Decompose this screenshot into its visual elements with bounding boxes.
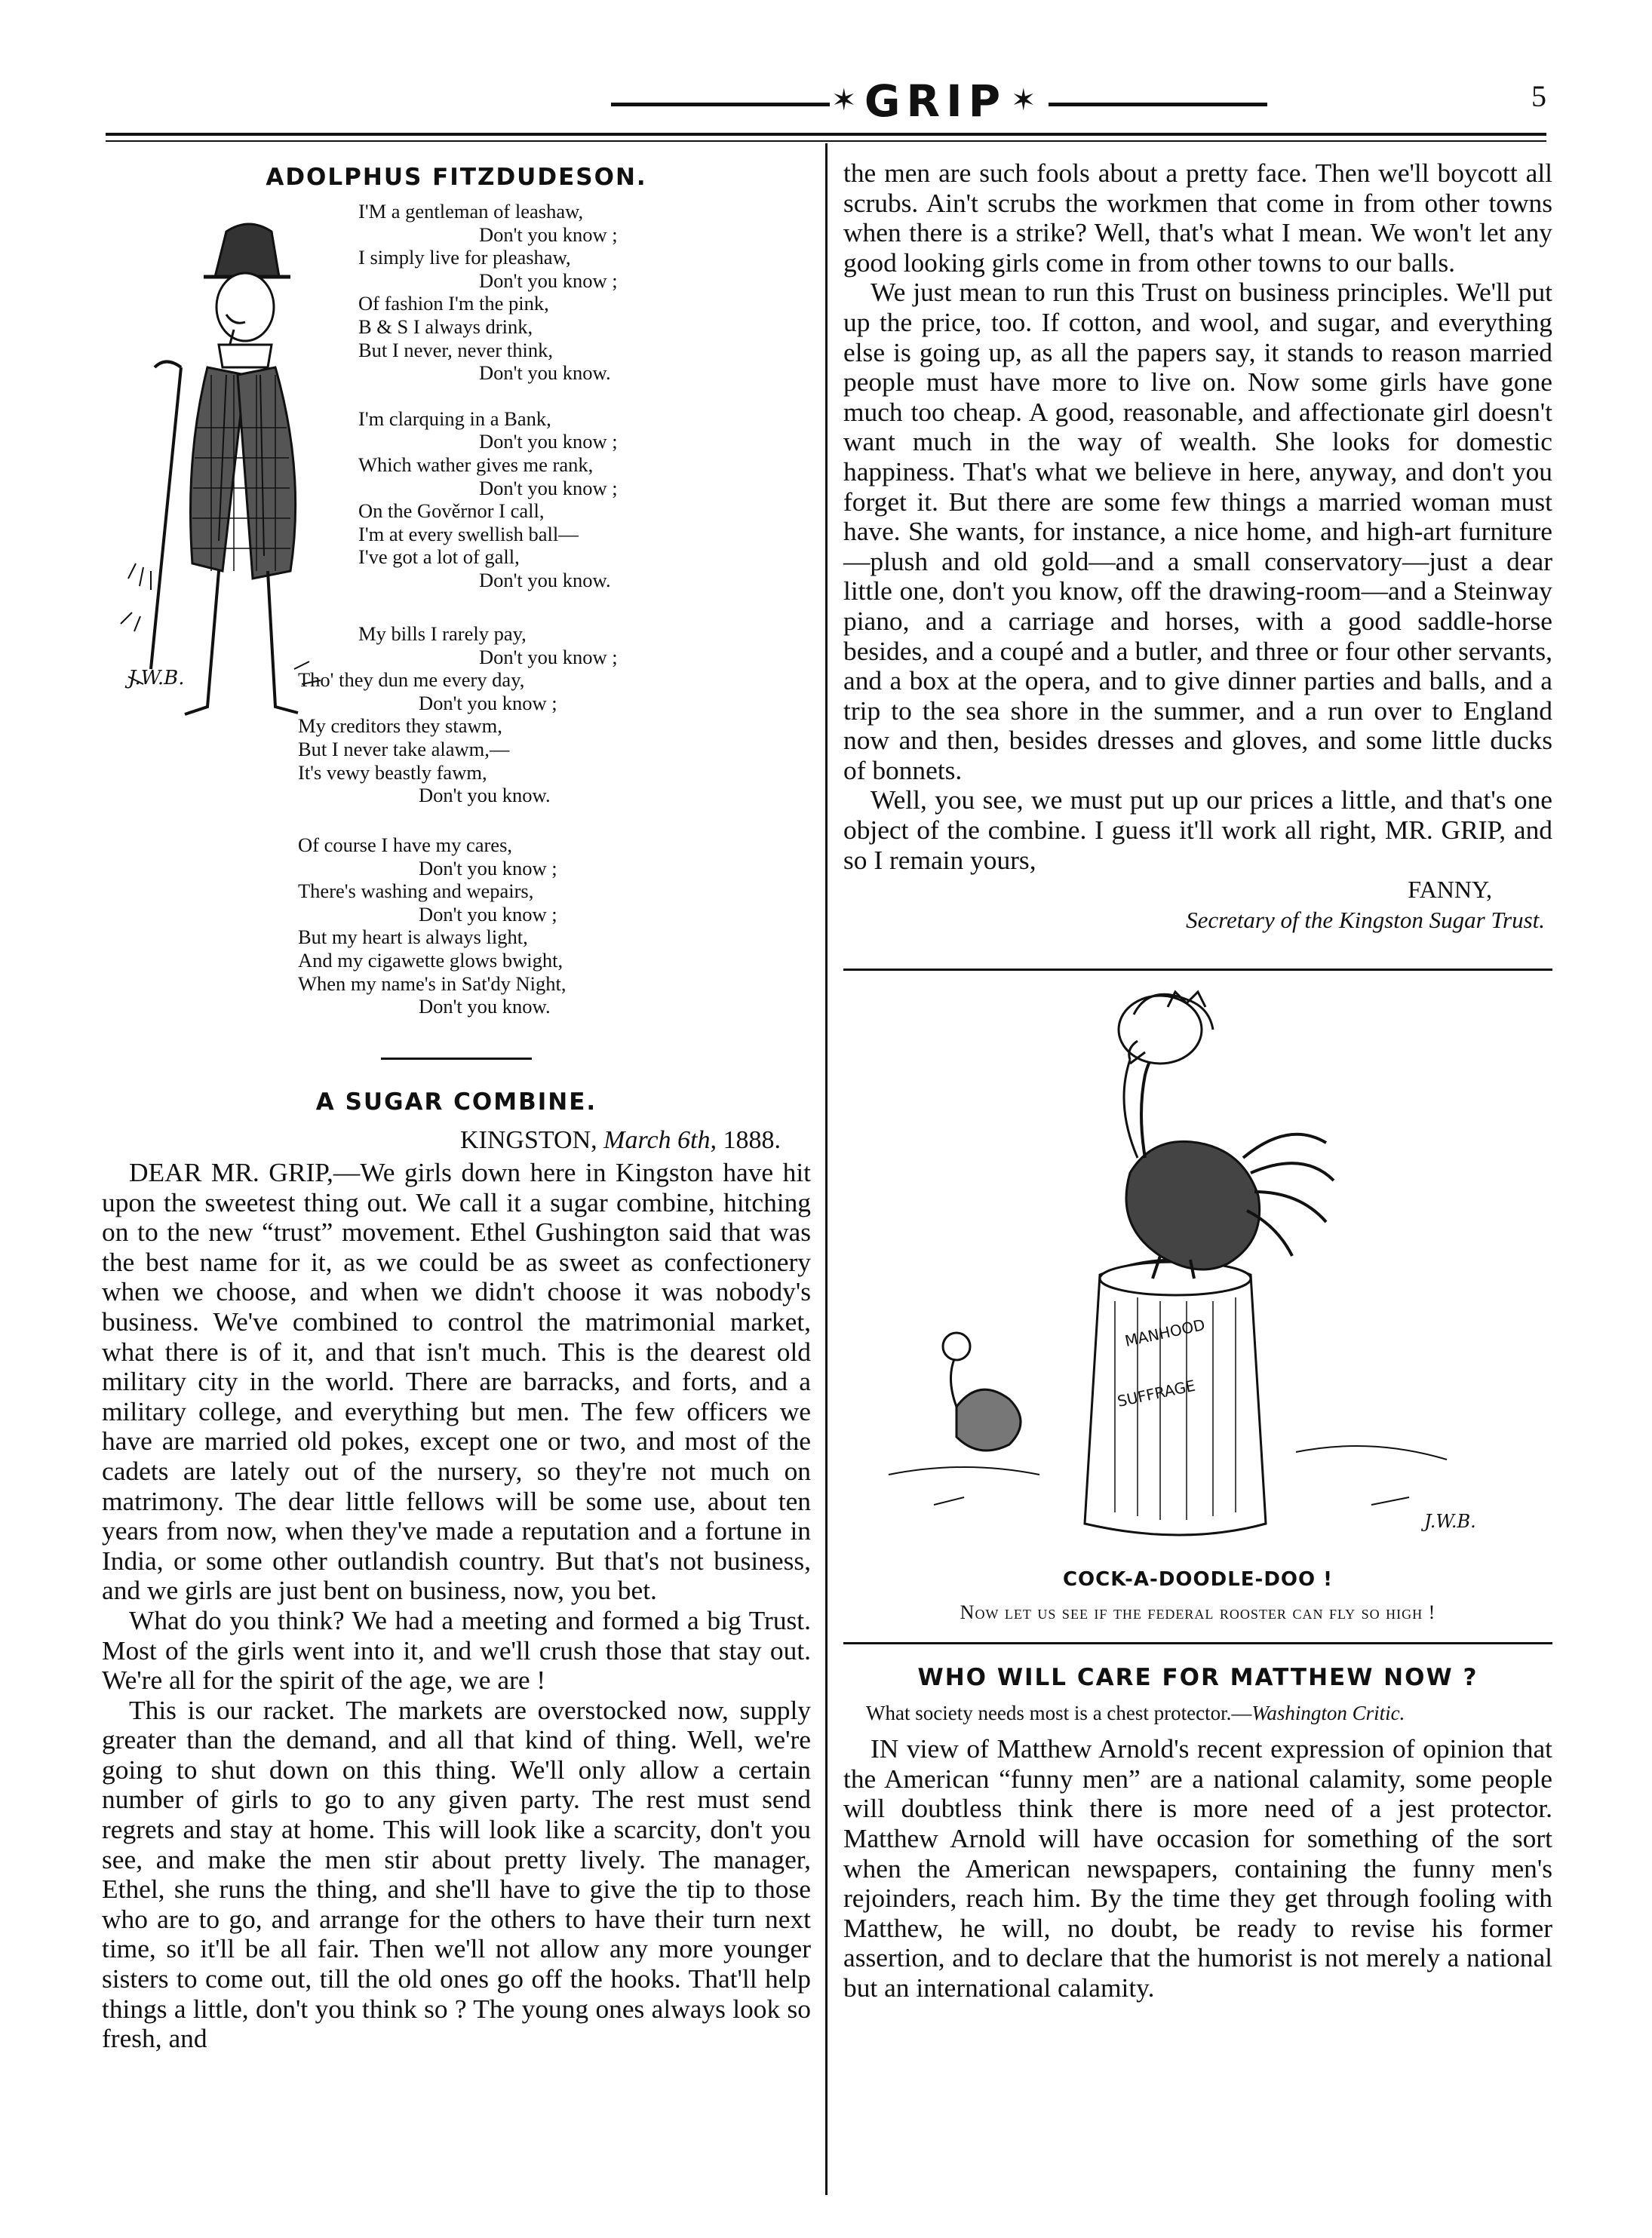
masthead-title: GRIP <box>864 75 1007 127</box>
header-rule <box>106 133 1546 136</box>
poem-stanza <box>298 833 788 1018</box>
artist-signature: J.W.B. <box>128 667 185 689</box>
cartoon-label-suffrage: SUFFRAGE <box>1116 1376 1197 1411</box>
poem-line: Don't you know ; <box>479 430 618 453</box>
poem-line: Don't you know ; <box>479 223 618 246</box>
poem-line: My bills I rarely pay, <box>358 622 527 645</box>
poem-line: I'm clarquing in a Bank, <box>358 407 551 430</box>
left-column <box>102 155 811 2054</box>
sugar-title: A SUGAR COMBINE. <box>315 1088 597 1116</box>
poem-stanza <box>358 407 811 592</box>
right-column <box>843 158 1552 2003</box>
paragraph-text: Well, you see, we must put up our prices a little, and that's one object of the combine. I guess it'll work all right, <box>843 784 1552 846</box>
page-number: 5 <box>1531 79 1546 113</box>
poem-line: Tho' they dun me every day, <box>298 668 525 692</box>
masthead-rule-right <box>1049 103 1267 106</box>
poem-line: Don't you know ; <box>419 856 557 880</box>
poem-stanza <box>298 622 788 807</box>
poem-line: Don't you know. <box>479 361 611 385</box>
section-divider <box>381 1058 532 1060</box>
poem-line: B & S I always drink, <box>358 315 533 338</box>
dateline-place: KINGSTON, <box>460 1126 597 1154</box>
salutation: DEAR MR. GRIP, <box>129 1157 333 1187</box>
poem-line: Don't you know ; <box>419 902 557 926</box>
matthew-title: WHO WILL CARE FOR MATTHEW NOW ? <box>917 1664 1479 1692</box>
poem-line: It's vewy beastly fawm, <box>298 760 487 784</box>
paragraph-text: view of Matthew Arnold's recent expression of opinion that the American “funny men” are a national calamity, some people will doubtless think there is more need of a jest protector. Matthew Arnold will have occasion for something of the sort when the American newspapers, containing the funny men's rejoinders, reach him. By the time they get through fooling with Matthew, he will, no doubt, be ready to revise his former assertion, and to declare that the humorist is not merely a national but an international calamity. <box>843 1733 1552 2003</box>
poem-line: My creditors they stawm, <box>298 714 502 738</box>
dateline-date: March 6th, <box>603 1126 717 1154</box>
cartoon-caption: COCK-A-DOODLE-DOO ! <box>1062 1568 1334 1592</box>
poem-stanza <box>358 200 811 385</box>
cartoon-artist-signature: J.W.B. <box>1424 1511 1476 1533</box>
poem-line: And my cigawette glows bwight, <box>298 948 563 972</box>
section-divider <box>843 969 1552 971</box>
dateline <box>102 1126 781 1155</box>
article-paragraph: What do you think? We had a meeting and formed a big Trust. Most of the girls went into it, and we'll crush those that stay out. We're all for the spirit of the age, we are ! <box>102 1604 811 1696</box>
epigraph-text: What society needs most is a chest protector.— <box>866 1702 1252 1725</box>
addressee-name: MR. GRIP, <box>1384 815 1506 846</box>
article-paragraph: This is our racket. The markets are overstocked now, supply greater than the demand, and all that kind of thing. Well, we're going to shut down on this thing. We'll only allow a certain number of girls to go to any given party. The rest must send regrets and stay at home. This will look like a scarcity, don't you see, and make the men stir about pretty lively. The manager, Ethel, she runs the thing, and she'll have to give the tip to those who are to go, and arrange for the others to have their turn next time, so it'll be all fair. Then we'll not allow any more younger sisters to come out, till the old ones go off the hooks. That'll help things a little, don't you think so ? The young ones always look so fresh, and <box>102 1694 811 2054</box>
cartoon-subcaption: Now let us see if the federal rooster can fly so high ! <box>960 1601 1436 1624</box>
poem-line: Of fashion I'm the pink, <box>358 292 549 315</box>
epigraph <box>843 1702 1552 1725</box>
poem-line: Don't you know ; <box>479 476 618 499</box>
paragraph-text: —We girls down here in Kingston have hit upon the sweetest thing out. We call it a sugar combine, hitching on to the new “trust” movement. Ethel Gushington said that was the best name for it, as we could be as sweet as confectionery when we choose, and when we didn't choose it was nobody's business. We've combined to control the matrimonial market, what there is of it, and that isn't much. This is the dearest old military city in the world. There are barracks, and forts, and a military college, and everything but men. The few officers we have are married old pokes, except one or two, and most of the cadets are lately out of the nursery, so they're not much on matrimony. The dear little fellows will be some use, about ten years from now, when they've made a reputation and a fortune in India, or some other outlandish country. But that's not business, and we girls are just bent on business, now, you bet. <box>102 1157 811 1606</box>
article-paragraph: We just mean to run this Trust on business principles. We'll put up the price, too. If cotton, and wool, and sugar, and everything else is going up, as all the papers say, it stands to reason married people must have more to live on. Now some girls have gone much too cheap. A good, reasonable, and affectionate girl doesn't want much in the way of wealth. She looks for domestic happiness. That's what we believe in here, anyway, and don't you forget it. But there are some few things a married woman must have. She wants, for instance, a nice home, and high-art furniture—plush and old gold—and a small conservatory—just a dear little one, don't you know, off the drawing-room—and a Steinway piano, and a carriage and horses, with a good saddle-horse besides, and a coupé and a butler, and three or four other servants, and a box at the opera, and to give dinner parties and balls, and a trip to the sea shore in the summer, and a run over to England now and then, besides dresses and gloves, and some little ducks of bonnets. <box>843 277 1552 785</box>
paragraph-text: and so I remain yours, <box>843 815 1553 875</box>
poem-line: Don't you know ; <box>479 645 618 668</box>
column-divider <box>825 143 828 2195</box>
poem-title: ADOLPHUS FITZDUDESON. <box>266 164 647 191</box>
masthead <box>106 72 1546 133</box>
star-ornament-icon: ✶ <box>1011 83 1036 118</box>
cartoon-label-manhood: MANHOOD <box>1123 1315 1207 1351</box>
article-paragraph: the men are such fools about a pretty face. Then we'll boycott all scrubs. Ain't scrubs the workmen that come in from other towns when there is a strike? Well, that's what I mean. We won't let any good looking girls come in from other towns to our balls. <box>843 158 1552 278</box>
article-paragraph <box>102 1158 811 1606</box>
rooster-cartoon <box>843 984 1552 1565</box>
poem-line: Don't you know. <box>479 568 611 591</box>
poem-line: Don't you know ; <box>419 691 557 714</box>
poem-line: But I never take alawm,— <box>298 737 510 760</box>
poem-body <box>298 200 811 1018</box>
poem-line: Of course I have my cares, <box>298 833 513 856</box>
poem-line: Which wather gives me rank, <box>358 453 594 476</box>
section-divider <box>843 1642 1552 1644</box>
poem-line: I'M a gentleman of leashaw, <box>358 200 584 223</box>
article-paragraph <box>843 1734 1552 2003</box>
poem-line: Don't you know ; <box>479 269 618 292</box>
matthew-article <box>843 1664 1552 2003</box>
sugar-article <box>102 1088 811 2054</box>
poem-article <box>102 164 811 1058</box>
signature-title: Secretary of the Kingston Sugar Trust. <box>1186 907 1545 934</box>
poem-line: On the Gověrnor I call, <box>358 499 545 523</box>
poem-line: I'm at every swellish ball— <box>358 522 579 545</box>
epigraph-source: Washington Critic. <box>1251 1702 1405 1725</box>
masthead-rule-left <box>611 103 830 106</box>
header-rule-thin <box>106 140 1546 142</box>
poem-line: But my heart is always light, <box>298 926 528 949</box>
article-paragraph <box>843 785 1552 875</box>
poem-line: I simply live for pleashaw, <box>358 246 571 269</box>
sugar-article-continued <box>843 158 1552 934</box>
poem-line: But I never, never think, <box>358 338 553 361</box>
poem-line: When my name's in Sat'dy Night, <box>298 972 567 995</box>
poem-line: There's washing and wepairs, <box>298 880 534 903</box>
signature: FANNY, <box>1408 876 1492 904</box>
poem-line: I've got a lot of gall, <box>358 545 520 569</box>
dateline-year: 1888. <box>723 1126 781 1154</box>
poem-line: Don't you know. <box>419 784 551 807</box>
star-ornament-icon: ✶ <box>831 83 857 118</box>
poem-line: Don't you know. <box>419 995 551 1018</box>
lead-word: IN <box>871 1733 899 1764</box>
